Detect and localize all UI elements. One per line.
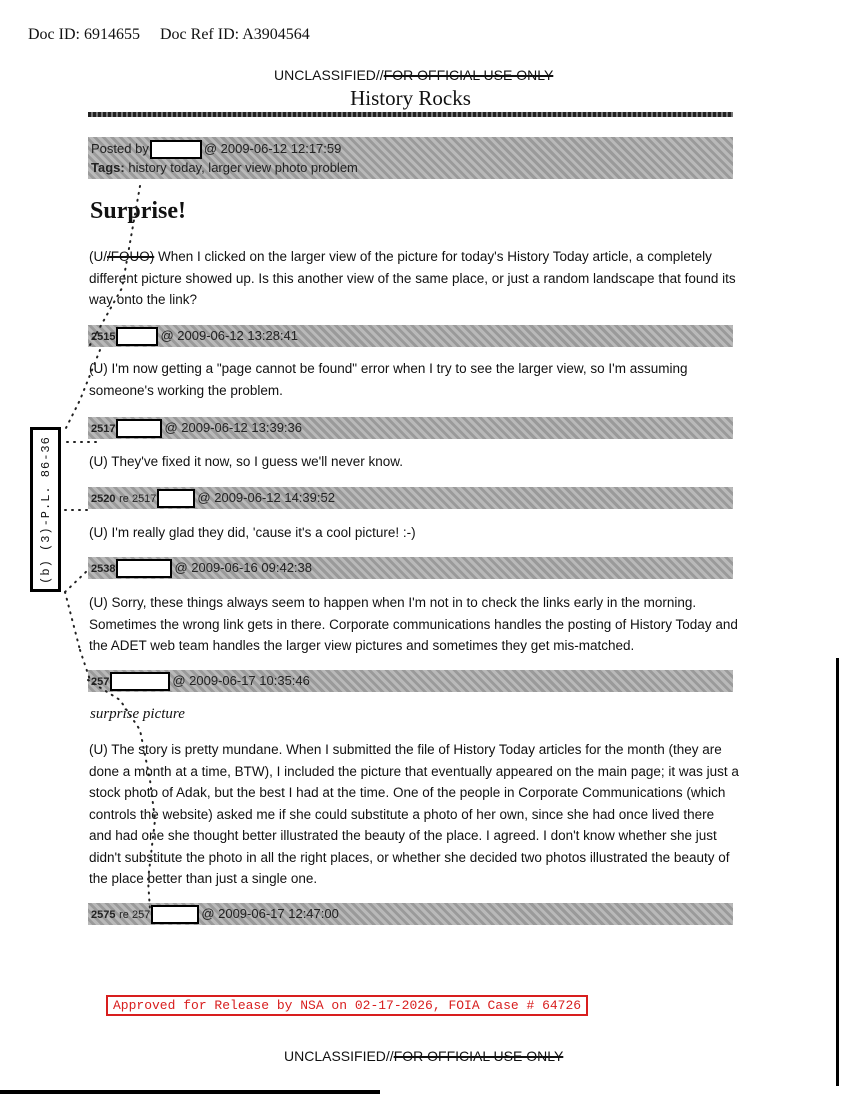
redaction-box (150, 140, 202, 159)
comment-body: (U) They've fixed it now, so I guess we'll never know. (89, 454, 404, 469)
classification-struck: FOR OFFICIAL USE ONLY (383, 67, 554, 83)
title-rule (88, 112, 733, 117)
post-body: (U//FOUO) When I clicked on the larger view of the picture for today's History Today article, a completely different picture showed up. Is this another view of the same place, or just a random landscape that found its way onto the link? (89, 249, 736, 307)
classification-header (274, 67, 553, 83)
post-timestamp: @ 2009-06-12 12:17:59 (203, 141, 342, 156)
posted-by-label: Posted by (91, 141, 149, 156)
classification-footer: UNCLASSIFIED//FOR OFFICIAL USE ONLY (284, 1048, 564, 1064)
comment-body: (U) I'm now getting a "page cannot be found" error when I try to see the larger view, so I'm assuming someone's working the problem. (89, 361, 688, 398)
classification-prefix: UNCLASSIFIED// (274, 67, 384, 83)
comment-meta-bar: 2538 @ 2009-06-16 09:42:38 (88, 557, 733, 579)
right-edge-rule (836, 658, 839, 1086)
document-ids (28, 26, 330, 44)
redaction-leader-lines (60, 180, 170, 920)
comment-meta-bar: 2515 @ 2009-06-12 13:28:41 (88, 325, 733, 347)
doc-id: Doc ID: 6914655 (28, 26, 140, 43)
doc-ref-id: Doc Ref ID: A3904564 (159, 26, 310, 43)
comment-meta-bar: 257 @ 2009-06-17 10:35:46 (88, 670, 733, 692)
comment-meta-bar: 2575 re 257 @ 2009-06-17 12:47:00 (88, 903, 733, 925)
tags-value: history today, larger view photo problem (128, 160, 358, 176)
comment-title: surprise picture (90, 706, 185, 722)
comment-body: (U) The story is pretty mundane. When I submitted the file of History Today articles for the month (they are done a month at a time, BTW), I included the picture that eventually appeared on the main page; it was just a stock photo of Adak, but the best I had at the time. One of the people in Corporate Communications (which controls the website) asked me if she could substitute a photo of her own, since she had once lived there and had one she thought better illustrated the beauty of the place. I agreed. I don't know whether she just didn't substitute the photo in all the right places, or whether she decided two photos illustrated the beauty of the place better than just a single one. (89, 742, 739, 886)
page-title: History Rocks (350, 86, 471, 110)
bottom-rule (0, 1090, 380, 1094)
comment-meta-bar: 2520 re 2517 @ 2009-06-12 14:39:52 (88, 487, 733, 509)
post-meta-bar (88, 137, 733, 179)
release-stamp: Approved for Release by NSA on 02-17-2026, FOIA Case # 64726 (106, 995, 588, 1016)
exemption-label: (b) (3)-P.L. 86-36 (30, 427, 61, 592)
comment-body: (U) Sorry, these things always seem to happen when I'm not in to check the links early in the morning. Sometimes the wrong link gets in there. Corporate communications handles the posting of History Today and the ADET web team handles the larger view pictures and sometimes they get mis-matched. (89, 595, 738, 653)
comment-body: (U) I'm really glad they did, 'cause it's a cool picture! :-) (89, 525, 416, 540)
tags-label: Tags: (91, 160, 125, 176)
post-heading: Surprise! (90, 198, 186, 224)
comment-meta-bar: 2517 @ 2009-06-12 13:39:36 (88, 417, 733, 439)
